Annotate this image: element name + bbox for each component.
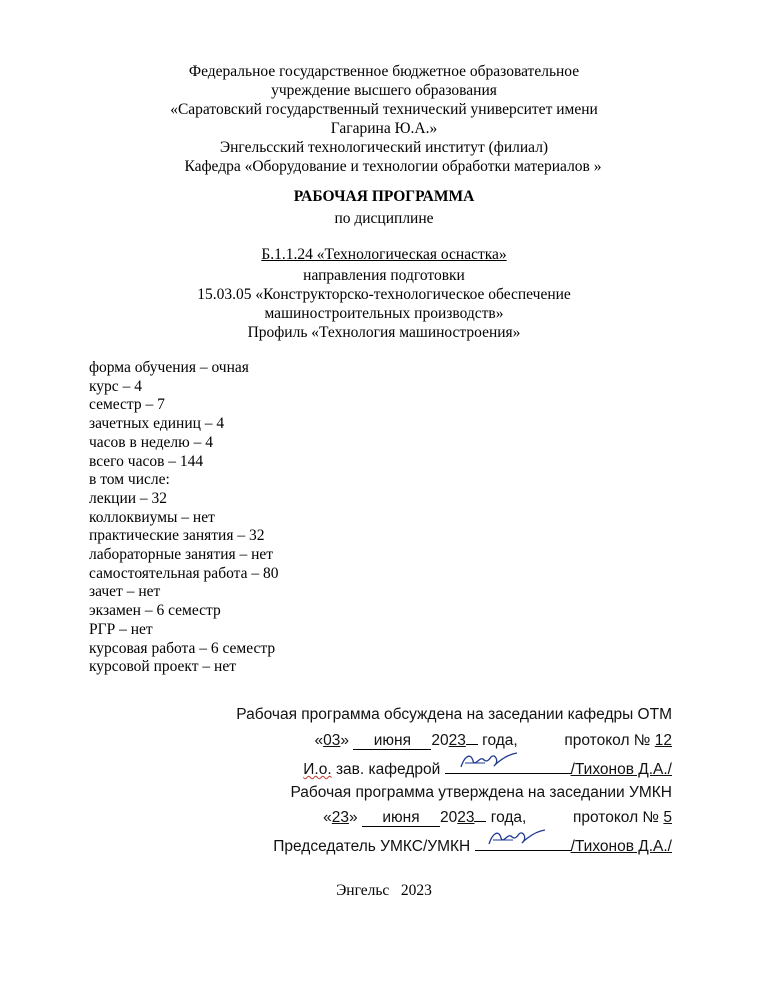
quote-open: « — [314, 732, 324, 749]
param-item: часов в неделю – 4 — [89, 433, 213, 451]
param-item: зачетных единиц – 4 — [89, 415, 225, 433]
header-line-3: «Саратовский государственный технический университет имени — [170, 101, 598, 118]
quote-close: » — [340, 732, 350, 749]
date1-day: 03 — [323, 732, 341, 749]
param-item: курс – 4 — [89, 377, 142, 395]
date2-year-prefix: 20 — [439, 809, 458, 826]
param-item: семестр – 7 — [89, 396, 165, 414]
param-item: лекции – 32 — [89, 489, 168, 507]
signature-2-image — [485, 826, 555, 850]
param-item: экзамен – 6 семестр — [89, 602, 221, 620]
quote-close: » — [349, 809, 358, 826]
course-parameters — [89, 359, 278, 677]
approval-approved: Рабочая программа утверждена на заседании УМКН — [290, 784, 672, 801]
date2-month: июня — [362, 810, 440, 827]
protocol2-label: протокол № — [573, 809, 660, 826]
date2-year-word: года, — [490, 809, 527, 826]
footer-city-year: Энгельс 2023 — [336, 882, 432, 899]
header-line-2: учреждение высшего образования — [271, 82, 497, 99]
param-item: всего часов – 144 — [89, 452, 204, 470]
institution-header — [0, 62, 768, 176]
date1-month: июня — [353, 733, 431, 750]
date1-year-prefix: 20 — [431, 732, 449, 749]
chair-label: Председатель УМКС/УМКН — [273, 838, 471, 855]
acting-prefix: И.о. — [303, 761, 332, 778]
header-line-4: Гагарина Ю.А.» — [330, 120, 438, 137]
date1-year-suffix: 23 — [448, 732, 466, 749]
header-line-5: Энгельсский технологический институт (филиал) — [219, 139, 549, 156]
param-item: курсовая работа – 6 семестр — [89, 639, 276, 657]
discipline-wrap — [0, 246, 768, 264]
param-item: коллоквиумы – нет — [89, 508, 215, 526]
param-item: зачет – нет — [89, 583, 161, 601]
date2-day: 23 — [331, 809, 350, 826]
signature-1-image — [455, 749, 525, 773]
header-line-1: Федеральное государственное бюджетное образовательное — [188, 63, 580, 80]
approval-date-2 — [323, 809, 672, 827]
acting-rest: зав. кафедрой — [335, 761, 441, 778]
document-subtitle: по дисциплине — [334, 210, 434, 227]
direction-block — [0, 266, 768, 342]
direction-profile: Профиль «Технология машиностроения» — [247, 324, 521, 341]
direction-line-2: машиностроительных производств» — [264, 305, 504, 322]
approval-acting-head — [303, 757, 672, 779]
param-item: лабораторные занятия – нет — [89, 546, 274, 564]
date2-year-suffix: 23 — [457, 809, 475, 826]
quote-open: « — [323, 809, 332, 826]
protocol2-number: 5 — [663, 809, 672, 826]
param-item: в том числе: — [89, 471, 170, 489]
discipline-name: Б.1.1.24 «Технологическая оснастка» — [261, 246, 507, 263]
param-item: курсовой проект – нет — [89, 658, 236, 676]
signature-2 — [475, 834, 571, 851]
header-line-6: Кафедра «Оборудование и технологии обработки материалов » — [184, 158, 602, 175]
param-item: РГР – нет — [89, 620, 153, 638]
date1-year-pad — [466, 744, 478, 745]
approval-date-1 — [315, 732, 672, 750]
param-item: практические занятия – 32 — [89, 527, 265, 545]
protocol1-label: протокол № — [564, 732, 651, 749]
direction-line-1: 15.03.05 «Конструкторско-технологическое обеспечение — [197, 286, 571, 303]
direction-label: направления подготовки — [303, 267, 465, 284]
param-item: форма обучения – очная — [89, 359, 249, 376]
date1-year-word: года, — [482, 732, 518, 749]
param-item: самостоятельная работа – 80 — [89, 564, 279, 582]
date2-year-pad — [474, 821, 486, 822]
approval-discussed: Рабочая программа обсуждена на заседании кафедры ОТМ — [236, 706, 672, 723]
approval-chair — [273, 834, 672, 856]
protocol1-number: 12 — [654, 732, 672, 749]
signer-2-name: /Тихонов Д.А./ — [570, 838, 672, 855]
signature-1 — [445, 757, 571, 774]
signer-1-name: /Тихонов Д.А./ — [570, 761, 672, 778]
document-title: РАБОЧАЯ ПРОГРАММА — [293, 188, 475, 205]
